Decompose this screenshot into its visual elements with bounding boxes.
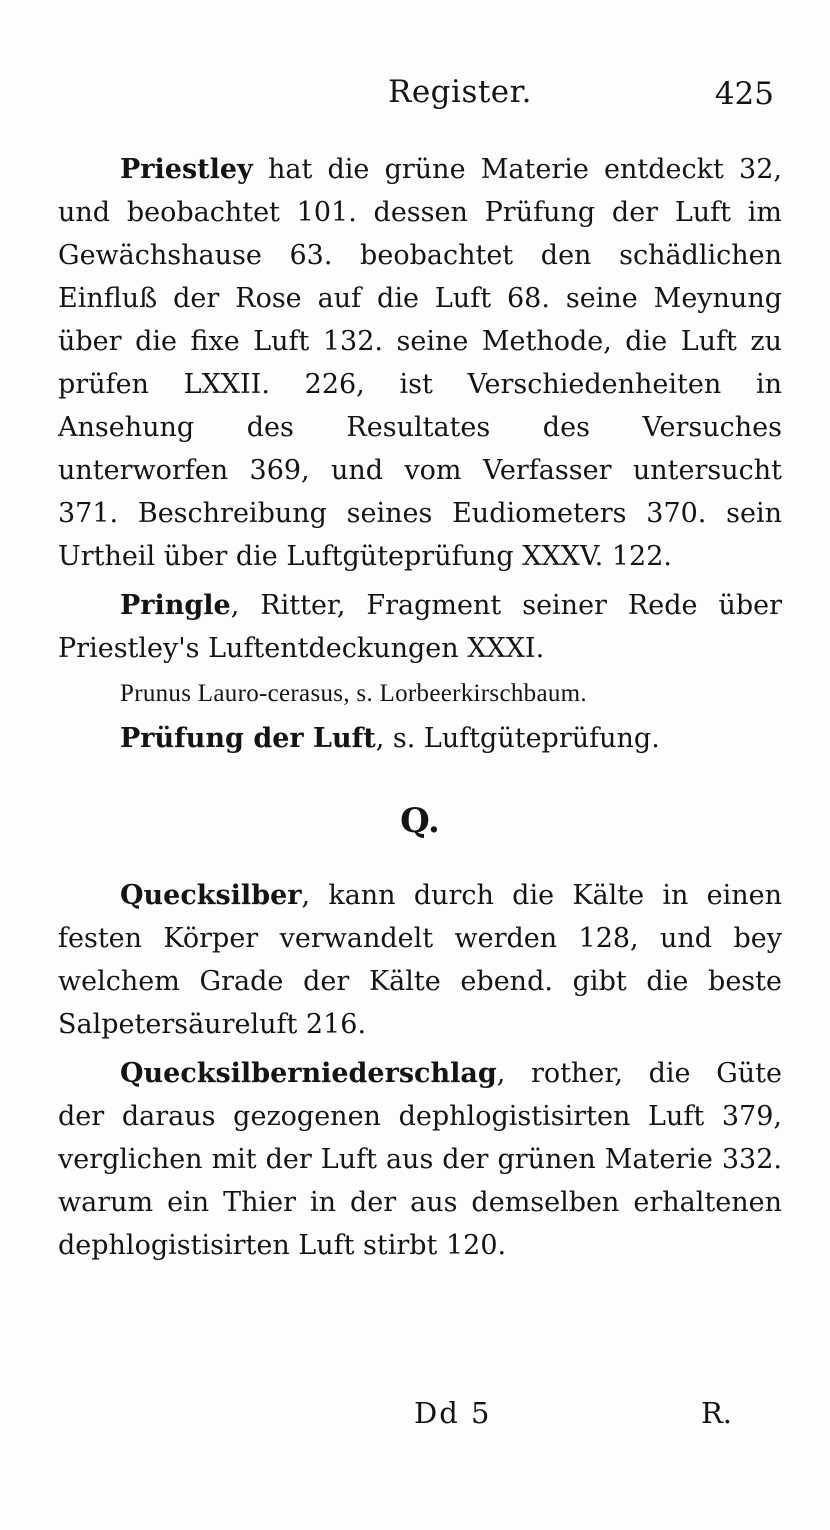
entry-lemma: Priestley — [120, 154, 253, 185]
register-entry-prunus — [58, 672, 782, 715]
entry-text: , s. Lorbeerkirschbaum. — [343, 680, 587, 707]
entry-lemma: Prunus Lauro-cerasus — [120, 680, 344, 707]
page-number: 425 — [714, 76, 774, 112]
entry-lemma: Pringle — [120, 590, 231, 621]
register-entry-pringle — [58, 584, 782, 670]
entry-text: , Ritter, Fragment seiner Rede über Priestley's Luftentdeckungen XXXI. — [58, 590, 782, 664]
register-entry-quecksilberniederschlag — [58, 1052, 782, 1267]
page-header — [58, 68, 782, 118]
entry-lemma: Quecksilberniederschlag — [120, 1058, 497, 1089]
entry-text: , rother, die Güte der daraus gezogenen dephlogistisirten Luft 379, verglichen mit der Luft aus der grünen Materie 332. warum ein Thier in der aus demselben erhaltenen dephlogistisirten Luft stirbt 120. — [58, 1058, 782, 1261]
register-entry-quecksilber — [58, 874, 782, 1046]
entry-lemma: Quecksilber — [120, 880, 302, 911]
signature-mark: Dd 5 — [414, 1396, 492, 1430]
entry-text: hat die grüne Materie entdeckt 32, und beobachtet 101. dessen Prüfung der Luft im Gewächshause 63. beobachtet den schädlichen Einfluß der Rose auf die Luft 68. seine Meynung über die fixe Luft 132. seine Methode, die Luft zu prüfen LXXII. 226, ist Verschiedenheiten in Ansehung des Resultates des Versuches unterworfen 369, und vom Verfasser untersucht 371. Beschreibung seines Eudiometers 370. sein Urtheil über die Luftgüteprüfung XXXV. 122. — [58, 154, 782, 572]
entry-lemma: Prüfung der Luft — [120, 723, 376, 754]
page-footer — [58, 1392, 782, 1442]
register-body — [58, 148, 782, 1267]
register-entry-pruefung — [58, 717, 782, 760]
running-head: Register. — [388, 74, 532, 110]
section-heading-q: Q. — [400, 801, 440, 841]
entry-text: , s. Luftgüteprüfung. — [375, 723, 660, 754]
catchword: R. — [700, 1396, 732, 1430]
register-entry-priestley — [58, 148, 782, 578]
entry-text: , kann durch die Kälte in einen festen Körper verwandelt werden 128, und bey welchem Grade der Kälte ebend. gibt die beste Salpetersäureluft 216. — [58, 880, 782, 1040]
